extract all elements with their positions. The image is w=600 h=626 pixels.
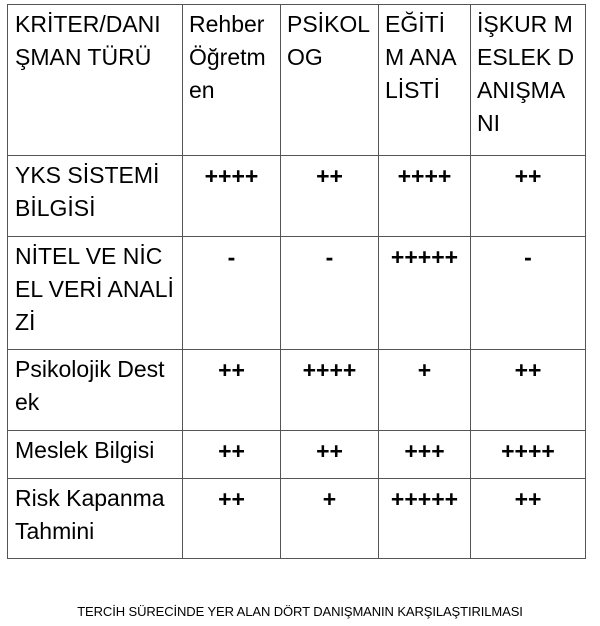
row-label-risk-prediction: Risk Kapanma Tahmini [8, 479, 183, 559]
row-label-yks-knowledge: YKS SİSTEMİ BİLGİSİ [8, 156, 183, 237]
table-cell: ++ [281, 156, 379, 237]
header-criteria-advisor-type: KRİTER/DANIŞMAN TÜRÜ [8, 5, 183, 156]
table-cell: + [379, 350, 471, 431]
table-cell: +++++ [379, 237, 471, 350]
table-cell: - [281, 237, 379, 350]
table-cell: + [281, 479, 379, 559]
header-psychologist: PSİKOLOG [281, 5, 379, 156]
table-cell: ++ [471, 479, 586, 559]
table-cell: - [471, 237, 586, 350]
comparison-table [7, 4, 586, 559]
table-header-row [8, 5, 586, 156]
table-cell: ++ [281, 431, 379, 479]
table-caption: TERCİH SÜRECİNDE YER ALAN DÖRT DANIŞMANIN KARŞILAŞTIRILMASI [77, 604, 523, 619]
table-row [8, 237, 586, 350]
table-cell: ++ [471, 156, 586, 237]
header-guidance-teacher: Rehber Öğretmen [183, 5, 281, 156]
table-cell: ++ [183, 431, 281, 479]
row-label-career-knowledge: Meslek Bilgisi [8, 431, 183, 479]
table-cell: +++++ [379, 479, 471, 559]
table-cell: ++++ [379, 156, 471, 237]
table-cell: ++++ [183, 156, 281, 237]
table-cell: +++ [379, 431, 471, 479]
table-cell: ++ [183, 479, 281, 559]
table-cell: ++ [183, 350, 281, 431]
table-row [8, 479, 586, 559]
header-iskur-career-advisor: İŞKUR MESLEK DANIŞMANI [471, 5, 586, 156]
table-row [8, 431, 586, 479]
row-label-data-analysis: NİTEL VE NİCEL VERİ ANALİZİ [8, 237, 183, 350]
table-cell: ++++ [281, 350, 379, 431]
table-cell: - [183, 237, 281, 350]
header-education-analyst: EĞİTİM ANALİSTİ [379, 5, 471, 156]
table-row [8, 350, 586, 431]
row-label-psychological-support: Psikolojik Destek [8, 350, 183, 431]
table-cell: ++ [471, 350, 586, 431]
table-cell: ++++ [471, 431, 586, 479]
table-row [8, 156, 586, 237]
